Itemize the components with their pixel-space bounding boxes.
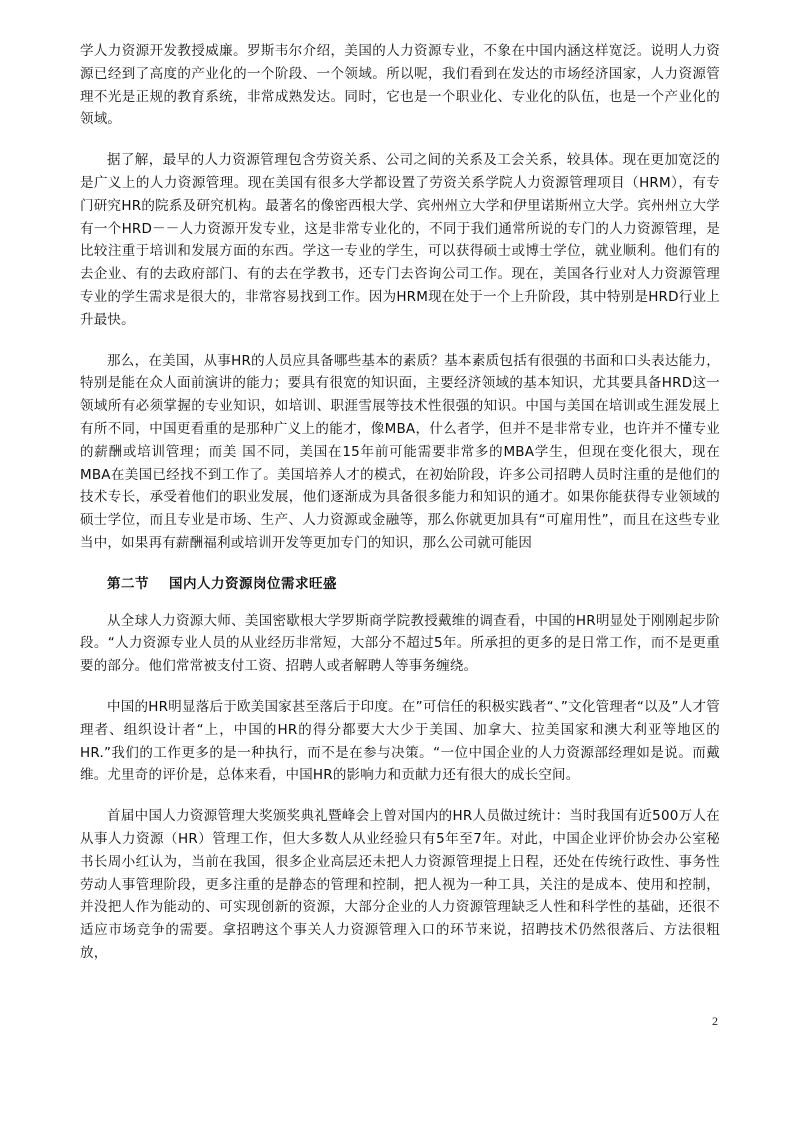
paragraph-2: 据了解，最早的人力资源管理包含劳资关系、公司之间的关系及工会关系，较具体。现在更加宽泛的是广义上的人力资源管理。现在美国有很多大学都设置了劳资关系学院人力资源管理项目（HRM），有专门研究HR的院系及研究机构。最著名的像密西根大学、宾州州立大学和伊里诺斯州立大学。宾州州立大学有一个HRD－－人力资源开发专业，这是非常专业化的，不同于我们通常所说的专门的人力资源管理，是比较注重于培训和发展方面的东西。学这一专业的学生，可以获得硕士或博士学位，就业顺利。他们有的去企业、有的去政府部门、有的去在学教书，还专门去咨询公司工作。现在，美国各行业对人力资源管理专业的学生需求是很大的，非常容易找到工作。因为HRM现在处于一个上升阶段，其中特别是HRD行业上升最快。 (80, 152, 720, 328)
section-title: 国内人力资源岗位需求旺盛 (169, 575, 337, 592)
document-page (80, 40, 720, 983)
section-number: 第二节 (107, 575, 149, 592)
paragraph-6: 首届中国人力资源管理大奖颁奖典礼暨峰会上曾对国内的HR人员做过统计：当时我国有近500万人在从事人力资源（HR）管理工作，但大多数人从业经验只有5年至7年。对此，中国企业评价协会办公室秘书长周小红认为，当前在我国，很多企业高层还未把人力资源管理提上日程，还处在传统行政性、事务性劳动人事管理阶段，更多注重的是静态的管理和控制，把人视为一种工具，关注的是成本、使用和控制，并没把人作为能动的、可实现创新的资源，大部分企业的人力资源管理缺乏人性和科学性的基础，还很不适应市场竞争的需要。拿招聘这个事关人力资源管理入口的环节来说，招聘技术仍然很落后、方法很粗放， (80, 808, 720, 961)
paragraph-5: 中国的HR明显落后于欧美国家甚至落后于印度。在”可信任的积极实践者“、”文化管理者“以及”人才管理者、组织设计者“上，中国的HR的得分都要大大少于美国、加拿大、拉美国家和澳大利亚等地区的HR.”我们的工作更多的是一种执行，而不是在参与决策。“一位中国企业的人力资源部经理如是说。而戴维。尤里奇的评价是，总体来看，中国HR的影响力和贡献力还有很大的成长空间。 (80, 698, 720, 784)
section-heading (107, 573, 720, 596)
paragraph-1: 学人力资源开发教授威廉。罗斯韦尔介绍，美国的人力资源专业，不象在中国内涵这样宽泛。说明人力资源已经到了高度的产业化的一个阶段、一个领域。所以呢，我们看到在发达的市场经济国家，人力资源管理不光是正规的教育系统，非常成熟发达。同时，它也是一个职业化、专业化的队伍，也是一个产业化的领域。 (80, 43, 720, 128)
page-number: 2 (712, 1014, 718, 1028)
paragraph-4: 从全球人力资源大师、美国密歇根大学罗斯商学院教授戴维的调查看，中国的HR明显处于刚刚起步阶段。“人力资源专业人员的从业经历非常短，大部分不超过5年。所承担的更多的是日常工作，而不是更重要的部分。他们常常被支付工资、招聘人或者解聘人等事务缠绕。 (80, 612, 720, 675)
paragraph-3: 那么，在美国，从事HR的人员应具备哪些基本的素质？基本素质包括有很强的书面和口头表达能力，特别是能在众人面前演讲的能力；要具有很宽的知识面，主要经济领域的基本知识，尤其要具备HRD这一领域所有必须掌握的专业知识，如培训、职涯雪展等技术性很强的知识。中国与美国在培训或生涯发展上有所不同，中国更看重的是那种广义上的能才，像MBA，什么者学，但并不是非常专业，也许并不懂专业的薪酬或培训管理；而美 国不同，美国在15年前可能需要非常多的MBA学生，但现在变化很大，现在MBA在美国已经找不到工作了。美国培养人才的模式，在初始阶段，许多公司招聘人员时注重的是他们的技术专长，承受着他们的职业发展，他们逐渐成为具备很多能力和知识的通才。如果你能获得专业领域的硕士学位，而且专业是市场、生产、人力资源或金融等，那么你就更加具有“可雇用性”，而且在这些专业当中，如果再有薪酬福利或培训开发等更加专门的知识，那么公司就可能因 (80, 352, 720, 551)
